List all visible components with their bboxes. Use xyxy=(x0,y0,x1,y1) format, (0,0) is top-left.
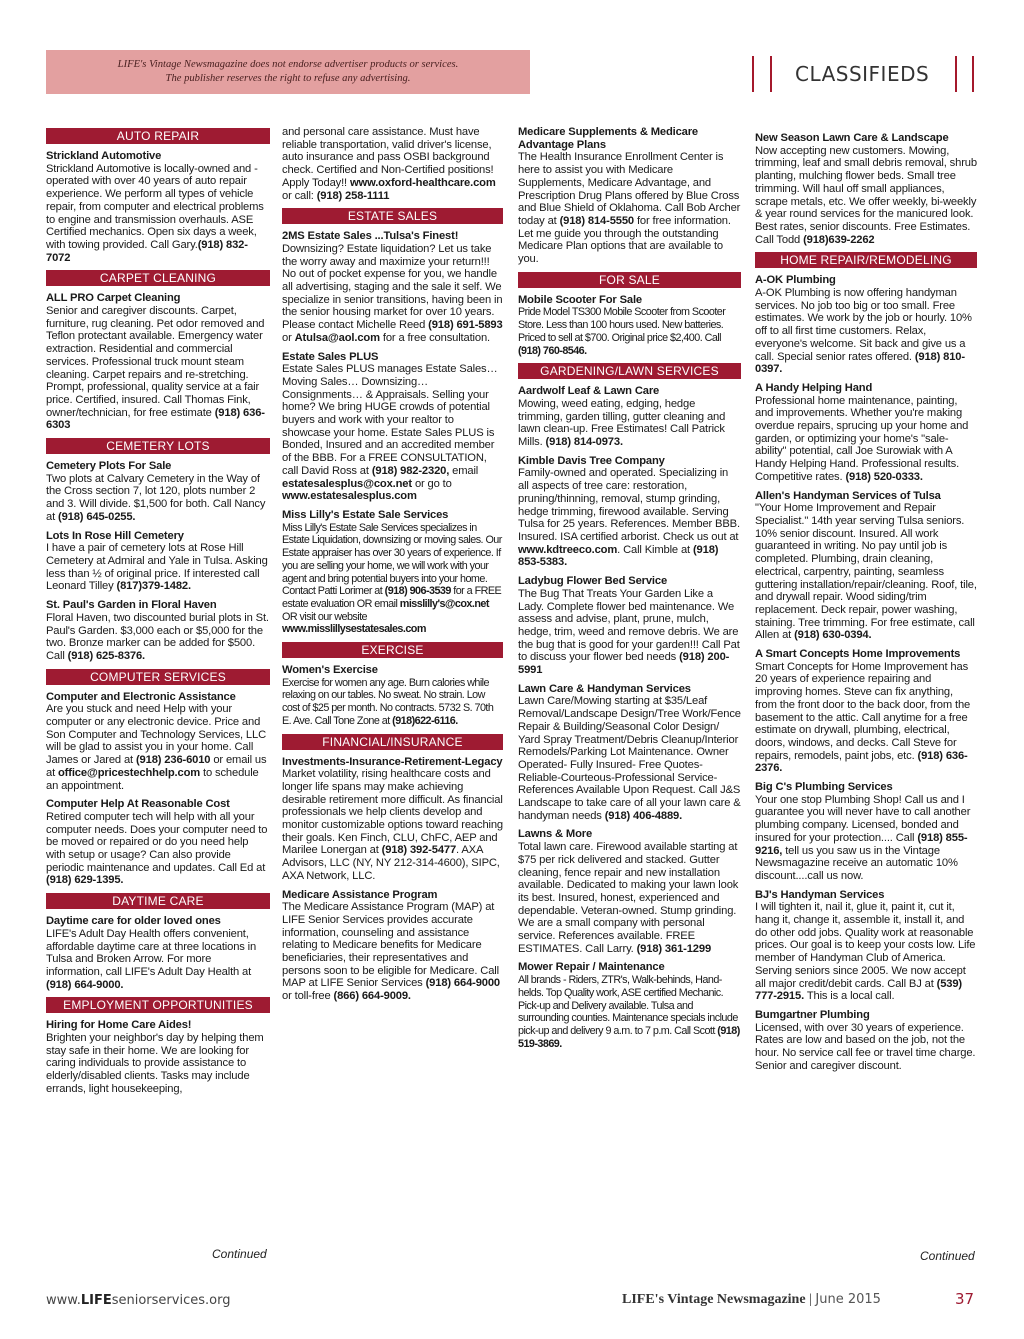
ad-title: St. Paul's Garden in Floral Haven xyxy=(46,599,217,612)
ad-price-computer xyxy=(46,691,270,793)
ad-body: and personal care assistance. Must have reliable transportation, valid driver's license, auto insurance and pass OSBI background check. Certified and Non-Certified positions! Apply Today!! xyxy=(282,126,494,189)
ad-phone: (918) 630-0394. xyxy=(794,629,872,642)
ad-body: Lawn Care/Mowing starting at $35/Leaf Removal/Landscape Design/Tree Work/Fence Repair & Building/Seasonal Color Design/ Yard Spray Treatment/Debris Cleanup/Interior Remodels/Parking Lot Maintenance. Owner Operated- Fully Insured- Free Quotes-Reliable-Courteous-Professional Service-References Available Upon Request. Call J&S Landscape to take care of all your lawn care & handyman needs xyxy=(518,695,741,822)
ad-phone: (918) 814-5550 xyxy=(559,214,634,227)
ad-rosehill xyxy=(46,530,270,594)
ad-phone: (918) 810-0397. xyxy=(755,350,965,376)
ad-bumgartner xyxy=(755,1009,977,1073)
ad-hiring xyxy=(46,1019,270,1095)
ad-body: Exercise for women any age. Burn calories while relaxing on our tables. No sweat. No strain. Low cost of $25 per month. No contracts. 5732 S. 70th E. Ave. Call Tone Zone at xyxy=(282,676,494,727)
ad-title: Women's Exercise xyxy=(282,664,378,677)
header-bar-right-1 xyxy=(955,56,957,92)
category-daytime-care: DAYTIME CARE xyxy=(46,893,270,909)
disclaimer-line-1: LIFE's Vintage Newsmagazine does not endorse advertiser products or services. xyxy=(117,59,459,70)
ad-title: Miss Lilly's Estate Sale Services xyxy=(282,508,449,521)
ad-computer-help xyxy=(46,798,270,887)
category-employment: EMPLOYMENT OPPORTUNITIES xyxy=(46,997,270,1013)
ad-text: email xyxy=(452,464,479,477)
category-financial: FINANCIAL/INSURANCE xyxy=(282,734,503,750)
ad-body: Are you stuck and need Help with your computer or any electronic device. Price and Son Computer and Technology Services, LLC will be glad to assist you in your home. Call James or Jared at xyxy=(46,703,267,767)
ad-medicare-supplements xyxy=(518,126,741,266)
ad-title: Big C's Plumbing Services xyxy=(755,781,893,794)
ad-allens xyxy=(755,490,977,642)
section-title: CLASSIFIEDS xyxy=(795,62,930,86)
ad-body: I will tighten it, nail it, glue it, paint it, cut it, hang it, change it, assemble it, install it, and do other odd jobs. Quality work at reasonable prices. Our goal is to keep your costs low. Life member of Handyman Club of America. Serving seniors since 2005. We now accept all major credit/debit cards. Call BJ at xyxy=(755,901,976,990)
category-for-sale: FOR SALE xyxy=(518,272,741,288)
ad-text: or call: xyxy=(282,189,314,202)
ad-web[interactable]: www.estatesalesplus.com xyxy=(282,490,417,503)
ad-body: Senior and caregiver discounts. Carpet, furniture, rug cleaning. Pet odor removed and Teflon protectant available. Emergency water extraction. Residential and commercial services. Professional truck mount steam cleaning. Carpet repairs and re-stretching. Prompt, professional, quality service at a fair price. Certified, insured. Call Thomas Fink, owner/technician, for free estimate xyxy=(46,305,265,419)
ad-lawns-more xyxy=(518,828,741,955)
ad-phone: (918) 406-4889. xyxy=(604,809,683,822)
ad-phone: (817)379-1482. xyxy=(116,580,191,593)
ad-phone: (918) 664-9000. xyxy=(46,978,124,991)
ad-body: A-OK Plumbing is now offering handyman services. No job too big or too small. Free estimates. We work by the job or hourly. 10% off to all first time customers. Relax, everyone's welcome. Sit back and give us a call. Special senior rates offered. xyxy=(755,287,972,363)
ad-text: . Call Kimble at xyxy=(617,543,690,556)
ad-title: Medicare Supplements & Medicare Advantage Plans xyxy=(518,126,699,151)
ad-phone: (918) 636-2376. xyxy=(755,749,968,775)
ad-kimble xyxy=(518,455,741,569)
ad-phone: (918) 645-0255. xyxy=(58,510,136,523)
ad-investments xyxy=(282,756,503,883)
ad-text: or go to xyxy=(414,477,452,490)
ad-miss-lilly xyxy=(282,509,503,636)
ad-body: Smart Concepts for Home Improvement has 20 years of experience repairing and improving homes. Steve can fix anything, from the front door to the back door, from the basement to the attic. Call anytime for a free estimate on drywall, plumbing, electrical, doors, windows, and decks. Call Steve for repairs, remodels, paint jobs, etc. xyxy=(755,660,971,762)
ad-strickland xyxy=(46,150,270,264)
ad-map xyxy=(282,889,503,1003)
ad-title: ALL PRO Carpet Cleaning xyxy=(46,292,181,305)
ad-phone: (918) 636-6303 xyxy=(46,406,265,432)
ad-phone: (539) 777-2915. xyxy=(755,977,963,1003)
ad-email[interactable]: office@pricestechhelp.com xyxy=(58,766,201,779)
ad-phone: (918) 236-6010 xyxy=(135,754,211,767)
ad-title: 2MS Estate Sales ...Tulsa's Finest! xyxy=(282,230,459,243)
ad-title: Mower Repair / Maintenance xyxy=(518,961,665,974)
ad-web[interactable]: www.misslillysestatesales.com xyxy=(282,623,426,636)
ad-title: A Smart Concepts Home Improvements xyxy=(755,648,961,661)
ad-web[interactable]: www.oxford-healthcare.com xyxy=(349,176,496,189)
ad-text: for a FREE estate evaluation OR email xyxy=(282,585,502,610)
footer-site-suffix: seniorservices.org xyxy=(111,1293,231,1308)
ad-title: Lawn Care & Handyman Services xyxy=(518,682,691,695)
ad-title: A Handy Helping Hand xyxy=(755,381,873,394)
ad-title: A-OK Plumbing xyxy=(755,274,836,287)
ad-text: OR visit our website xyxy=(282,610,368,623)
ad-phone: (918)622-6116. xyxy=(392,714,458,727)
column-1 xyxy=(46,126,270,1102)
ad-body: LIFE's Adult Day Health offers convenient, affordable daytime care at three locations in Tulsa and Broken Arrow. For more information, call LIFE's Adult Day Health at xyxy=(46,927,257,978)
ad-phone: (918)639-2262 xyxy=(803,233,875,246)
column-3 xyxy=(518,126,741,1056)
ad-phone: (918) 853-5383. xyxy=(518,543,719,569)
category-carpet-cleaning: CARPET CLEANING xyxy=(46,270,270,286)
ad-body: Professional home maintenance, painting, and improvements. Whether you're making overdue repairs, sprucing up your home and garden, or optimizing your home's "sale-ability" potential, call Joe Surowiak with A Handy Helping Hand. Professional results. Competitive rates. xyxy=(755,394,969,483)
ad-body: Downsizing? Estate liquidation? Let us take the worry away and maximize your return!!! No out of pocket expense for you, we handle all advertising, staging and the sale it self. We specialize in senior transitions, having been in the senior housing market for over 10 years. Please contact Michelle Reed xyxy=(282,242,503,332)
ad-title: Kimble Davis Tree Company xyxy=(518,454,665,467)
disclaimer-banner xyxy=(46,50,530,94)
ad-text: or toll-free xyxy=(282,990,331,1003)
footer-date: June 2015 xyxy=(815,1292,881,1307)
ad-title: BJ's Handyman Services xyxy=(755,888,885,901)
ad-aok xyxy=(755,274,977,376)
ad-body: Brighten your neighbor's day by helping them stay safe in their home. We are looking for caring individuals to provide assistance to elderly/disabled clients. Tasks may include errands, light housekeeping, xyxy=(46,1032,264,1095)
ad-handy-hand xyxy=(755,382,977,484)
ad-body: Estate Sales PLUS manages Estate Sales… Moving Sales… Downsizing… Consignments… & Appraisals. Selling your home? We bring HUGE crowds of potential buyers and work with your realtor to showcase your home. Estate Sales PLUS is Bonded, Insured and an accredited member of the BBB. For a FREE CONSULTATION, call David Ross at xyxy=(282,363,498,477)
ad-body: Now accepting new customers. Mowing, trimming, leaf and small debris removal, shrub planting, mulching flower beds. Small tree trimming. Will haul off small appliances, scrape metals, etc. We offer weekly, bi-weekly & year round services for the manicured look. Best rates, senior discounts. Free Estimates. Call Todd xyxy=(755,144,977,246)
ad-body: Miss Lilly's Estate Sale Services specializes in Estate Liquidation, downsizing or moving sales. Our Estate appraiser has over 30 years of experience. If you are selling your home, we will work with your agent and bring potential buyers into your home. Contact Patti Lorimer at xyxy=(282,521,502,598)
ad-body: "Your Home Improvement and Repair Specialist." 14th year serving Tulsa seniors. 10% senior discount. Insured. All work guaranteed in writing. No pay until job is completed. Plumbing, drain cleaning, electrical, carpentry, painting, seamless guttering installation/repair/cleaning. Roof, tile, and drywall repair. Wood siding/trim replacement. Deck repair, power washing, staining. Tree trimming. For free estimate, call Allen at xyxy=(755,502,977,642)
footer-separator: | xyxy=(809,1292,812,1307)
ad-text: for a free consultation. xyxy=(382,331,490,344)
ad-phone: (918) 906-3539 xyxy=(384,585,451,598)
ad-mower xyxy=(518,961,741,1050)
ad-title: Investments-Insurance-Retirement-Legacy xyxy=(282,755,503,768)
ad-phone: (918) 691-5893 xyxy=(428,319,503,332)
ad-title: Strickland Automotive xyxy=(46,150,162,162)
ad-body: Two plots at Calvary Cemetery in the Way of the Cross section 7, lot 120, plots number 2 and 3. Will divide. $1,500 for both. Call Nancy at xyxy=(46,472,266,523)
ad-2ms xyxy=(282,230,503,344)
continued-label-1: Continued xyxy=(212,1247,267,1261)
ad-text: or xyxy=(282,331,292,344)
ad-title: Aardwolf Leaf & Lawn Care xyxy=(518,385,660,398)
ad-title: Mobile Scooter For Sale xyxy=(518,293,642,306)
category-auto-repair: AUTO REPAIR xyxy=(46,128,270,144)
category-estate-sales: ESTATE SALES xyxy=(282,208,503,224)
ad-title: Bumgartner Plumbing xyxy=(755,1009,870,1021)
ad-title: Estate Sales PLUS xyxy=(282,350,379,363)
footer-website[interactable] xyxy=(46,1293,230,1308)
ad-exercise xyxy=(282,664,503,728)
ad-body: Strickland Automotive is locally-owned and - operated with over 40 years of auto repair experience. We perform all types of vehicle repair, from computer and electrical problems to engine and transmission overhauls. ASE Certified mechanics. Open six days a week, with towing provided. Call Gary. xyxy=(46,162,264,251)
ad-email[interactable]: misslilly's@cox.net xyxy=(399,597,489,610)
continued-label-4: Continued xyxy=(920,1249,975,1263)
header-bar-left-2 xyxy=(770,56,772,92)
ad-web[interactable]: www.kdtreeco.com xyxy=(518,543,618,556)
ad-phone: (918) 855-9216, xyxy=(755,831,968,857)
ad-body: Licensed, with over 30 years of experience. Rates are low and based on the job, not the hour. No service call fee or travel time charge. Senior and caregiver discount. xyxy=(755,1021,976,1072)
ad-email[interactable]: estatesalesplus@cox.net xyxy=(282,477,412,490)
header-bar-right-2 xyxy=(972,56,974,92)
ad-body: Market volatility, rising healthcare costs and longer life spans may make achieving desirable retirement more difficult. As financial professionals we help clients develop and monitor customizable options toward reaching their goals. Ken Finch, CLU, ChFC, AEP and Marilee Lonergan at xyxy=(282,768,503,857)
ad-body: Your one stop Plumbing Shop! Call us and I guarantee you will never have to call another plumbing company. Licensed, bonded and insured for your protection.... Call xyxy=(755,793,971,844)
footer-site-brand: LIFE xyxy=(80,1293,112,1308)
ad-lawn-handyman xyxy=(518,683,741,823)
ad-title: Daytime care for older loved ones xyxy=(46,915,221,928)
ad-title: Lawns & More xyxy=(518,828,593,841)
ad-title: Cemetery Plots For Sale xyxy=(46,460,172,473)
ad-title: Medicare Assistance Program xyxy=(282,888,438,901)
ad-body: The Bug That Treats Your Garden Like a Lady. Complete flower bed maintenance. We assess and advise, plant, prune, mulch, hedge, trim, weed and remove debris. We are the bug that is good for your garden!!! Call Pat to discuss your flower bed needs xyxy=(518,587,740,664)
ad-daytime xyxy=(46,915,270,991)
ad-hiring-continued xyxy=(282,126,503,202)
ad-text: for free information. Let me guide you through the outstanding Medicare Plan options that are available to you. xyxy=(518,214,731,266)
category-cemetery-lots: CEMETERY LOTS xyxy=(46,438,270,454)
ad-body: Mowing, weed eating, edging, hedge trimming, garden tilling, gutter cleaning and lawn clean-up. Free Estimates! Call Patrick Mills. xyxy=(518,397,726,449)
ad-body: Pride Model TS300 Mobile Scooter from Scooter Store. Less than 100 hours used. New batteries. Priced to sell at $700. Original price $2,400. Call xyxy=(518,306,726,344)
ad-body: Family-owned and operated. Specializing in all aspects of tree care: restoration, pruning/thinning, removal, stump grinding, hedge trimming, firewood available. Serving Tulsa for 25 years. References. Member BBB. Insured. ISA certified arborist. Check us out at xyxy=(518,467,740,543)
ad-title: Lots In Rose Hill Cemetery xyxy=(46,529,184,542)
ad-text: to schedule an appointment. xyxy=(46,766,259,792)
ad-body: All brands - Riders, ZTR's, Walk-behinds, Hand-helds. Top Quality work, ASE certified Mechanic. Pick-up and Delivery available. Tulsa and surrounding counties. Maintenance specials include pick-up and delivery 9 a.m. to 7 p.m. Call Scott xyxy=(518,974,738,1037)
ad-smart-concepts xyxy=(755,648,977,775)
ad-phone: (918) 519-3869. xyxy=(518,1025,740,1050)
footer-publication xyxy=(622,1292,881,1308)
ad-title: Computer Help At Reasonable Cost xyxy=(46,798,230,811)
ad-text: . AXA Advisors, LLC (NY, NY 212-314-4600), SIPC, AXA Network, LLC. xyxy=(282,844,500,882)
page-number: 37 xyxy=(955,1290,975,1308)
header-bar-left-1 xyxy=(752,56,754,92)
ad-phone: (918) 625-8376. xyxy=(67,649,146,662)
ad-phone: (918) 392-5477 xyxy=(381,844,457,857)
ad-text: This is a local call. xyxy=(806,990,895,1003)
ad-calvary xyxy=(46,460,270,524)
ad-title: Computer and Electronic Assistance xyxy=(46,690,236,703)
ad-phone: (918) 760-8546. xyxy=(518,344,587,357)
ad-ladybug xyxy=(518,575,741,677)
ad-title: New Season Lawn Care & Landscape xyxy=(755,132,949,144)
category-computer-services: COMPUTER SERVICES xyxy=(46,669,270,685)
ad-scooter xyxy=(518,294,741,358)
ad-aardwolf xyxy=(518,385,741,449)
ad-body: Retired computer tech will help with all your computer needs. Does your computer need to be moved or repaired or do you need help with setup or usage? Can also provide periodic maintenance and updates. Call Ed at xyxy=(46,810,268,874)
ad-phone: (918) 814-0973. xyxy=(545,436,623,449)
ad-body: Total lawn care. Firewood available starting at $75 per rick delivered and stacked. Gutter cleaning, fence repair and new installation available. Dedicated to making your lawn look its best. Insured, honest, experienced and dependable. Veteran-owned. Stump grinding. We are a small company with personal service. References available. FREE ESTIMATES. Call Larry. xyxy=(518,841,739,955)
ad-text: or email us at xyxy=(46,754,267,779)
ad-phone: (918) 982-2320, xyxy=(371,464,450,477)
ad-new-season xyxy=(755,132,977,246)
ad-estate-plus xyxy=(282,351,503,503)
ad-body: The Medicare Assistance Program (MAP) at LIFE Senior Services provides accurate information, counseling and assistance relating to Medicare benefits for Medicare beneficiaries, their representatives and persons soon to be eligible for Medicare. Call MAP at LIFE Senior Services xyxy=(282,901,499,990)
ad-text: tell us you saw us in the Vintage Newsmagazine receive an automatic 10% discount....call us now. xyxy=(755,844,958,882)
ad-phone: (918) 361-1299 xyxy=(636,942,712,955)
ad-phone: (918) 258-1111 xyxy=(316,189,390,202)
footer-site-prefix: www. xyxy=(46,1293,81,1308)
ad-body: I have a pair of cemetery lots at Rose Hill Cemetery at Admiral and Yale in Tulsa. Asking less than ½ of original price. If interested call Leonard Tilley xyxy=(46,542,268,593)
ad-phone: (866) 664-9009. xyxy=(333,990,411,1003)
ad-title: Hiring for Home Care Aides! xyxy=(46,1019,192,1032)
ad-phone: (918) 664-9000 xyxy=(425,977,500,990)
footer-pub-name: LIFE's Vintage Newsmagazine xyxy=(622,1292,806,1307)
ad-phone: (918) 629-1395. xyxy=(46,874,124,887)
category-home-repair: HOME REPAIR/REMODELING xyxy=(755,252,977,268)
ad-email[interactable]: Atulsa@aol.com xyxy=(294,331,380,344)
ad-allpro xyxy=(46,292,270,432)
ad-phone: (918) 200-5991 xyxy=(518,651,730,677)
ad-bj xyxy=(755,889,977,1003)
ad-phone: (918) 832-7072 xyxy=(46,238,248,264)
ad-body: The Health Insurance Enrollment Center is here to assist you with Medicare Supplements, Medicare Advantage, and Prescription Drug Plans offered by Blue Cross and Blue Shield of Oklahoma. Call Bob Archer today at xyxy=(518,151,741,227)
ad-title: Allen's Handyman Services of Tulsa xyxy=(755,489,941,502)
ad-big-c xyxy=(755,781,977,883)
ad-title: Ladybug Flower Bed Service xyxy=(518,575,668,588)
category-gardening: GARDENING/LAWN SERVICES xyxy=(518,363,741,379)
category-exercise: EXERCISE xyxy=(282,642,503,658)
column-2 xyxy=(282,126,503,1009)
ad-floral xyxy=(46,599,270,663)
disclaimer-line-2: The publisher reserves the right to refuse any advertising. xyxy=(165,73,411,84)
ad-phone: (918) 520-0333. xyxy=(845,470,923,483)
ad-body: Floral Haven, two discounted burial plots in St. Paul's Garden. $3,000 each or $5,000 for the two. Bronze marker can be added for $500. Call xyxy=(46,611,269,662)
column-4 xyxy=(755,132,977,1079)
